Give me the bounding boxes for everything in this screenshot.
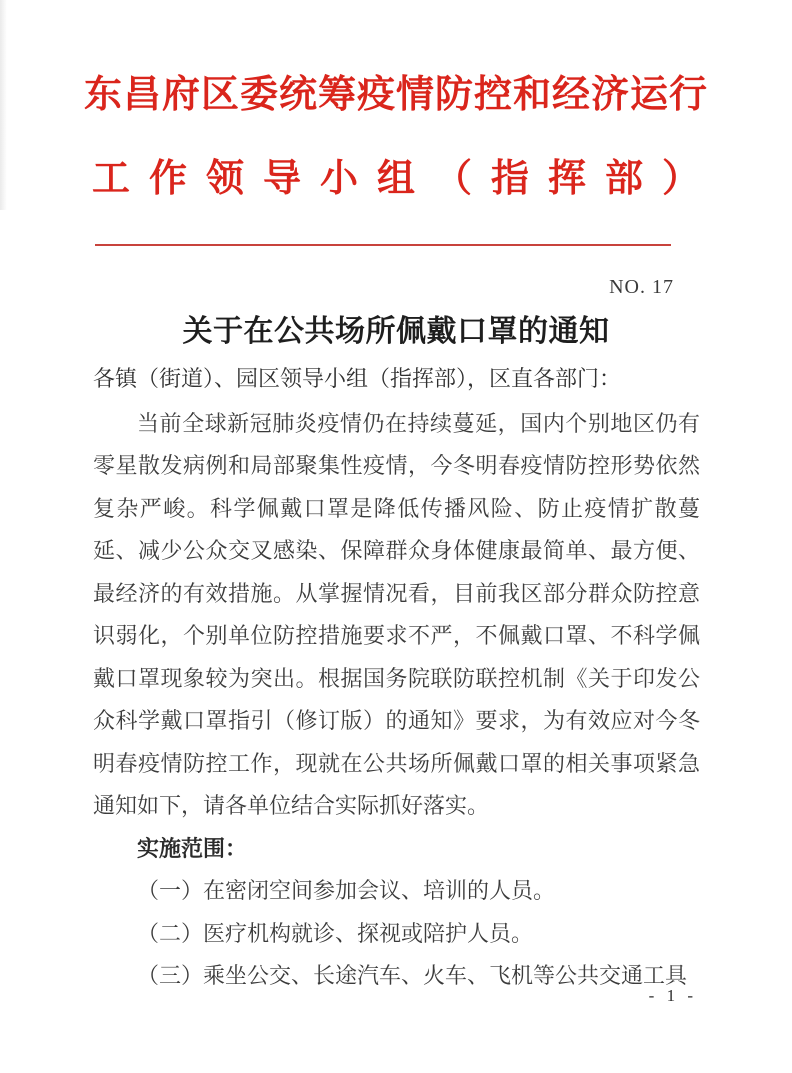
scan-edge-artifact bbox=[0, 0, 7, 210]
list-item-1: （一）在密闭空间参加会议、培训的人员。 bbox=[137, 878, 556, 903]
document-title: 关于在公共场所佩戴口罩的通知 bbox=[182, 315, 610, 348]
letterhead-line2 bbox=[0, 150, 792, 208]
letterhead-divider bbox=[95, 244, 671, 246]
document-body bbox=[0, 358, 792, 998]
salutation: 各镇（街道）、园区领导小组（指挥部），区直各部门： bbox=[93, 366, 622, 391]
body-paragraph: 当前全球新冠肺炎疫情仍在持续蔓延，国内个别地区仍有零星散发病例和局部聚集性疫情，今冬明春疫情防控形势依然复杂严峻。科学佩戴口罩是降低传播风险、防止疫情扩散蔓延、减少公众交叉感染、保障群众身体健康最简单、最方便、最经济的有效措施。从掌握情况看，目前我区部分群众防控意识弱化，个别单位防控措施要求不严，不佩戴口罩、不科学佩戴口罩现象较为突出。根据国务院联防联控机制《关于印发公众科学戴口罩指引（修订版）的通知》要求，为有效应对今冬明春疫情防控工作，现就在公共场所佩戴口罩的相关事项紧急通知如下，请各单位结合实际抓好落实。 bbox=[93, 410, 700, 818]
list-item-3: （三）乘坐公交、长途汽车、火车、飞机等公共交通工具 bbox=[137, 963, 688, 988]
letterhead-line1: 东昌府区委统筹疫情防控和经济运行 bbox=[83, 74, 708, 116]
list-item-2: （二）医疗机构就诊、探视或陪护人员。 bbox=[137, 920, 534, 946]
section-heading: 实施范围： bbox=[137, 835, 248, 861]
document-number: NO. 17 bbox=[609, 276, 674, 298]
page-number: - 1 - bbox=[648, 986, 697, 1005]
letterhead bbox=[0, 66, 792, 208]
letterhead-line2-text: 工作领导小组（指挥部） bbox=[91, 158, 719, 200]
